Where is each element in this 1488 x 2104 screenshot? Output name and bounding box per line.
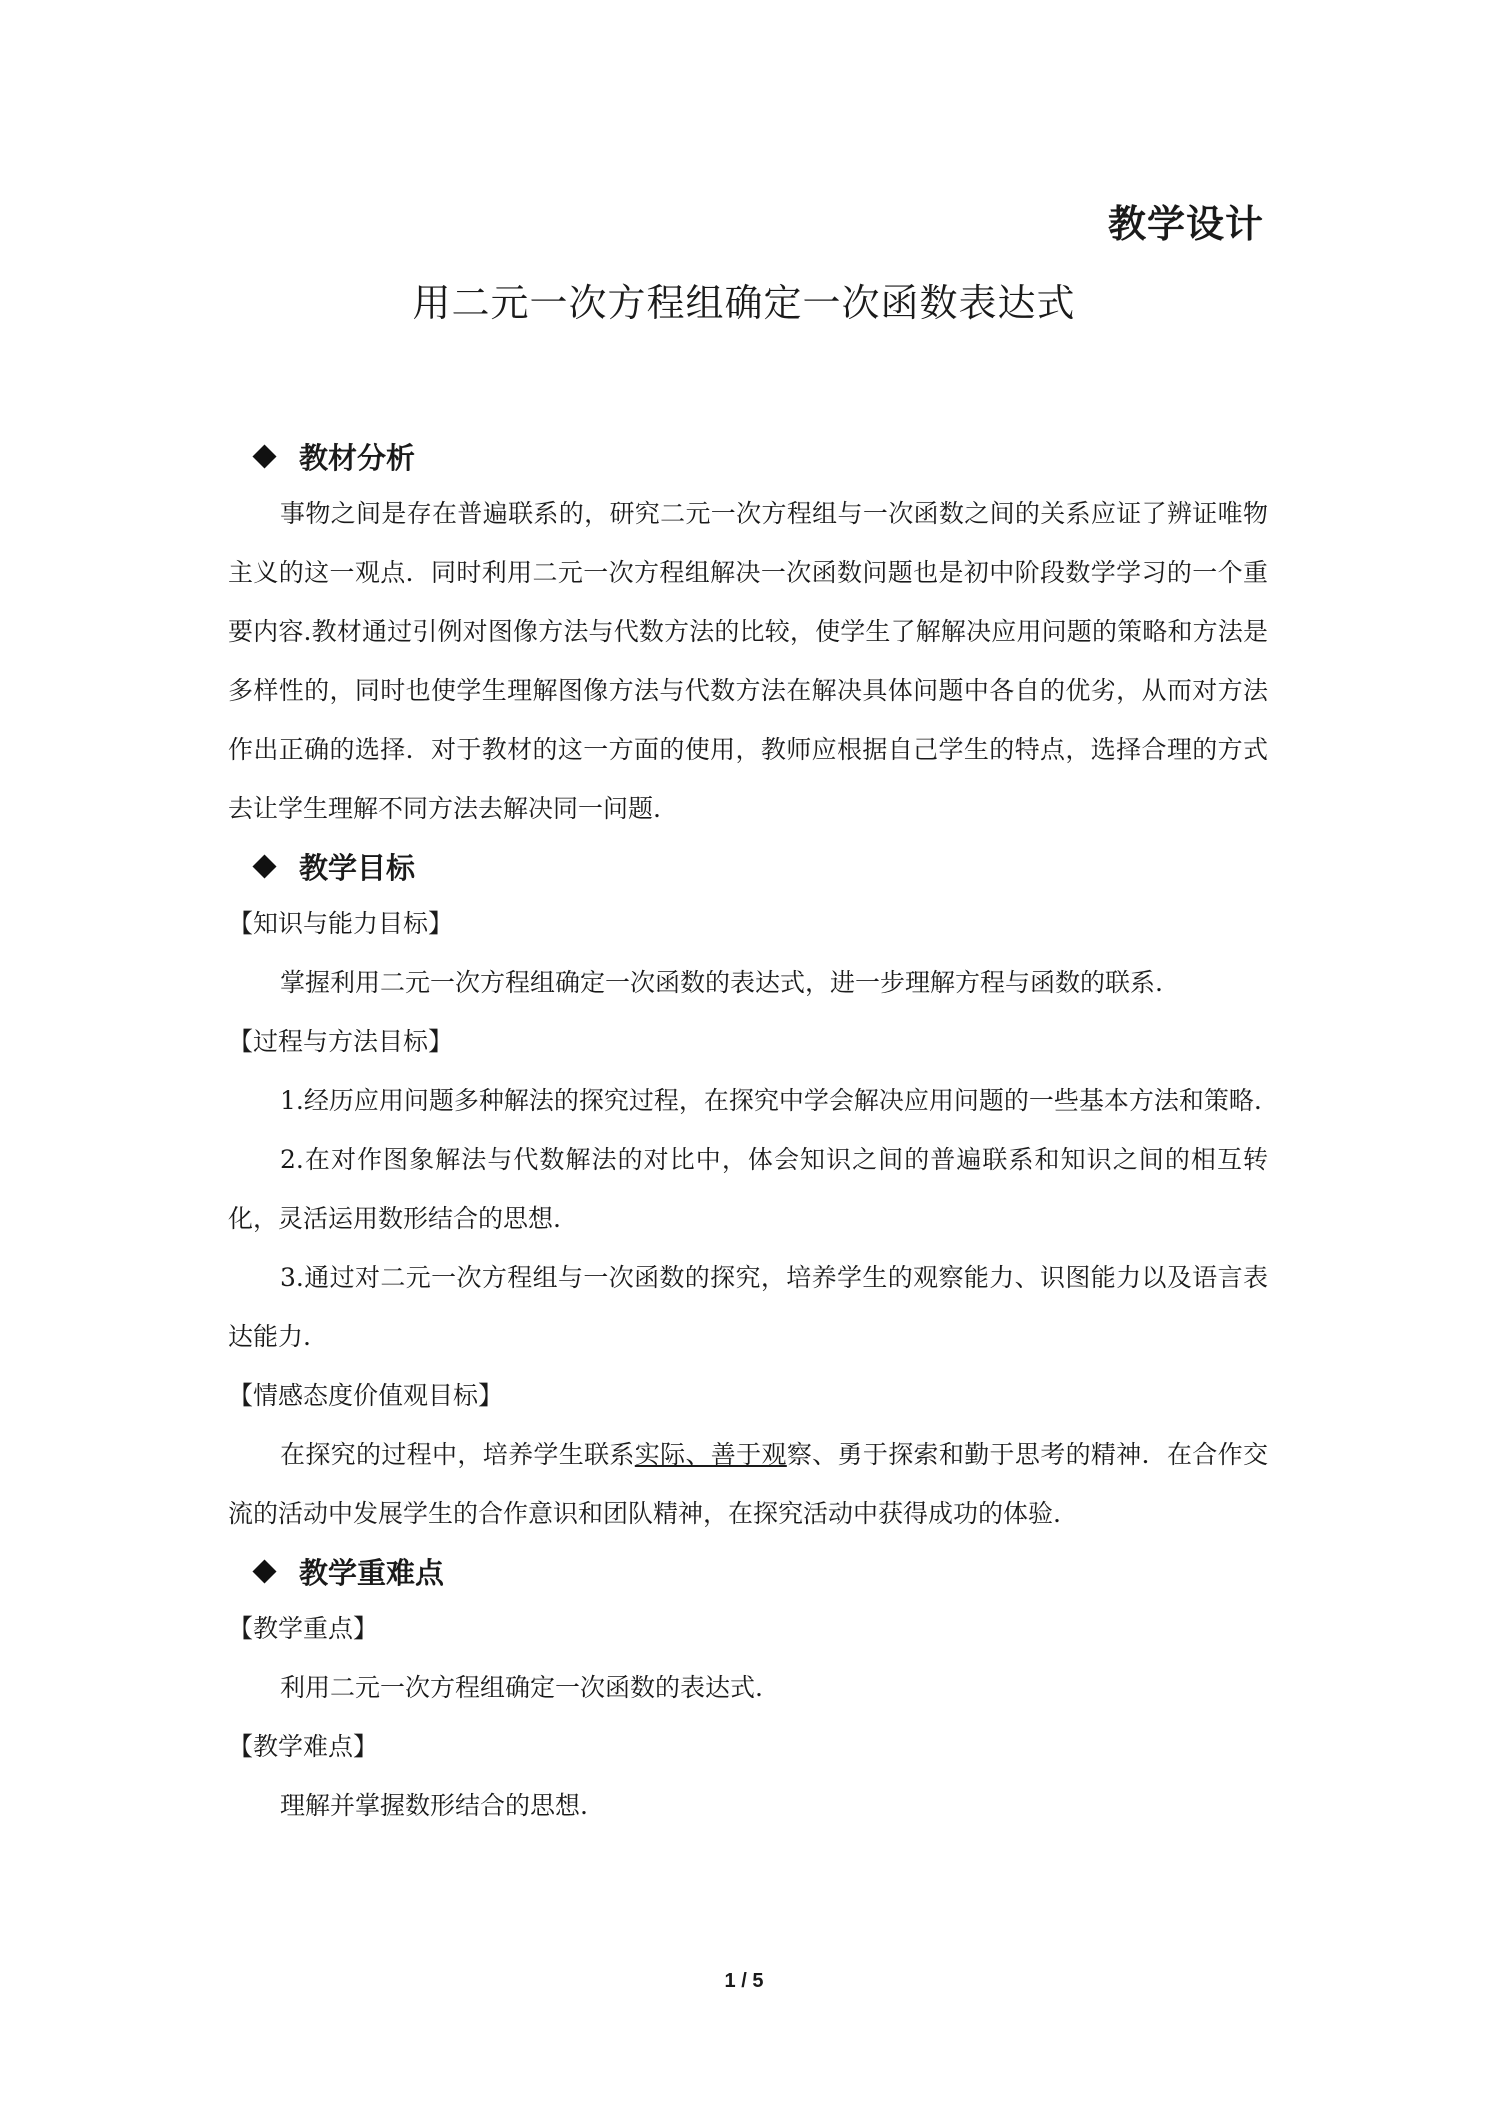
- difficult-point-text: 理解并掌握数形结合的思想.: [280, 1791, 588, 1820]
- process-objective-item: 2.在对作图象解法与代数解法的对比中，体会知识之间的普遍联系和知识之间的相互转化，灵活运用数形结合的思想.: [228, 1145, 1268, 1233]
- knowledge-objective-label: 【知识与能力目标】: [228, 909, 454, 938]
- document-type-label: 教学设计: [1107, 202, 1264, 246]
- emotion-objective-label: 【情感态度价值观目标】: [228, 1381, 504, 1410]
- page-number: 1 / 5: [724, 1970, 764, 1992]
- emotion-text-post: 察、勇于探索和勤于思考的精神．在合作交流的活动中发展学生的合作意识和团队精神，在探究活动中获得成功的体验.: [228, 1440, 1268, 1528]
- section-heading-text: 教学目标: [299, 850, 416, 885]
- section-heading-objectives: [228, 838, 1268, 894]
- key-point-label: 【教学重点】: [228, 1614, 379, 1643]
- emotion-objective-text: [228, 1425, 1268, 1543]
- material-analysis-paragraph: 事物之间是存在普遍联系的，研究二元一次方程组与一次函数之间的关系应证了辨证唯物主义的这一观点．同时利用二元一次方程组解决一次函数问题也是初中阶段数学学习的一个重要内容.教材通过引例对图像方法与代数方法的比较，使学生了解解决应用问题的策略和方法是多样性的，同时也使学生理解图像方法与代数方法在解决具体问题中各自的优劣，从而对方法作出正确的选择．对于教材的这一方面的使用，教师应根据自己学生的特点，选择合理的方式去让学生理解不同方法去解决同一问题.: [228, 499, 1268, 823]
- document-body: [228, 428, 1268, 1835]
- knowledge-objective-text: 掌握利用二元一次方程组确定一次函数的表达式，进一步理解方程与函数的联系.: [280, 968, 1163, 997]
- emotion-text-pre: 在探究的过程中，培养学生联系: [280, 1440, 635, 1469]
- process-objective-label: 【过程与方法目标】: [228, 1027, 454, 1056]
- diamond-bullet-icon: [252, 854, 276, 878]
- section-heading-material-analysis: [228, 428, 1268, 484]
- process-objective-item: 3.通过对二元一次方程组与一次函数的探究，培养学生的观察能力、识图能力以及语言表达能力.: [228, 1263, 1268, 1351]
- diamond-bullet-icon: [252, 444, 276, 468]
- key-point-text: 利用二元一次方程组确定一次函数的表达式.: [280, 1673, 763, 1702]
- section-heading-key-difficult: [228, 1543, 1268, 1599]
- diamond-bullet-icon: [252, 1559, 276, 1583]
- section-heading-text: 教学重难点: [299, 1555, 445, 1590]
- emotion-text-underlined: 实际、善于观: [634, 1440, 787, 1469]
- difficult-point-label: 【教学难点】: [228, 1732, 379, 1761]
- document-title: 用二元一次方程组确定一次函数表达式: [412, 281, 1076, 325]
- process-objective-item: 1.经历应用问题多种解法的探究过程，在探究中学会解决应用问题的一些基本方法和策略.: [280, 1086, 1262, 1115]
- section-heading-text: 教材分析: [299, 440, 416, 475]
